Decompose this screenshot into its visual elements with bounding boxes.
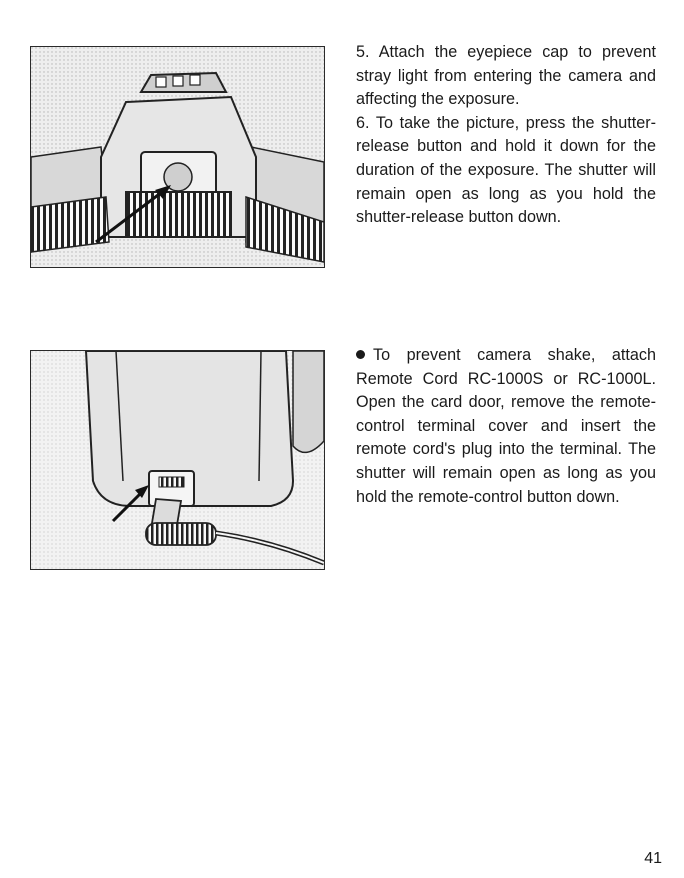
eyepiece-cap-illustration	[30, 46, 325, 268]
bullet-icon	[356, 350, 365, 359]
eyepiece-cap-drawing	[31, 47, 324, 267]
remote-cord-illustration	[30, 350, 325, 570]
step-5-text: 5. Attach the eyepiece cap to prevent stray light from entering the camera and affecting the exposure.	[356, 43, 656, 109]
remote-cord-text: To prevent camera shake, attach Remote Cord RC-1000S or RC-1000L. Open the card door, remove the remote-control terminal cover and insert the remote cord's plug into the terminal. The shutter will remain open as long as you hold the remote-control button down.	[356, 346, 656, 506]
instruction-block-steps-5-6	[356, 41, 656, 230]
page-number: 41	[644, 850, 662, 867]
instruction-block-remote-cord	[356, 344, 656, 509]
remote-cord-drawing	[31, 351, 324, 569]
remote-cord-bullet	[356, 344, 656, 509]
step-6-text: 6. To take the picture, press the shutter-release button and hold it down for the duration of the exposure. The shutter will remain open as long as you hold the shutter-release button down.	[356, 113, 656, 227]
